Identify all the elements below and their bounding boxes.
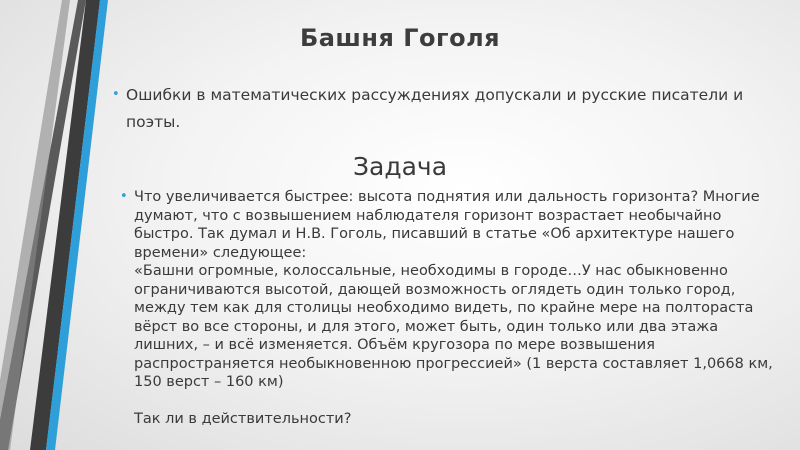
section-subtitle: Задача: [352, 152, 448, 181]
left-decoration-stripes: [0, 0, 120, 450]
bullet-intro-text: Ошибки в математических рассуждениях допускали и русские писатели и поэты.: [126, 86, 744, 131]
closing-question: Так ли в действительности?: [134, 410, 352, 427]
task-question: Что увеличивается быстрее: высота поднятия или дальность горизонта? Многие думают, что с возвышением наблюдателя горизонт возрастает необычайно быстро. Так думал и Н.В. Гоголь, писавший в статье «Об архитектуре нашего времени» следующее:: [134, 189, 760, 261]
bullet-task: [120, 188, 780, 428]
slide-title: Башня Гоголя: [299, 24, 501, 52]
bullet-icon: •: [120, 189, 128, 204]
task-text: [134, 188, 780, 428]
gogol-quote: «Башни огромные, колоссальные, необходимы в городе…У нас обыкновенно ограничиваются высотой, дающей возможность оглядеть один только город, между тем как для столицы необходимо видеть, по крайне мере на полтораста вёрст во все стороны, и для этого, может быть, один только или два этажа лишних, – и всё изменяется. Объём кругозора по мере возвышения распространяется необыкновенною прогрессией» (1 верста составляет 1,0668 км, 150 верст – 160 км): [134, 263, 773, 390]
bullet-icon: •: [112, 87, 120, 102]
bullet-intro: [112, 82, 752, 136]
